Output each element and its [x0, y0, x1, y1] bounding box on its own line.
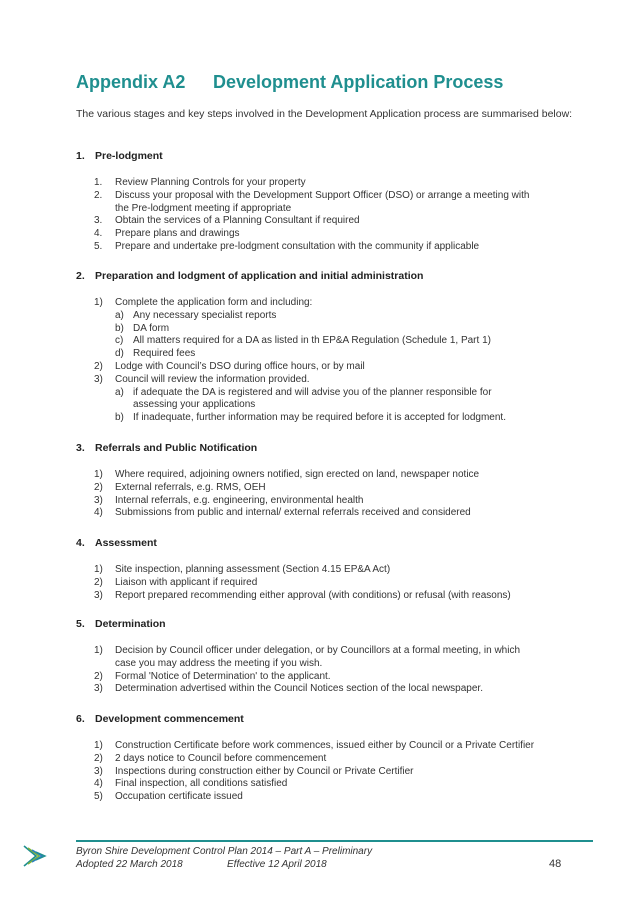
- step-marker: 2): [94, 670, 103, 682]
- section-steps: [0, 564, 600, 602]
- step-text: Obtain the services of a Planning Consultant if required: [115, 215, 360, 227]
- step-text: Complete the application form and including:: [115, 297, 313, 308]
- step-item: [0, 399, 600, 412]
- step-marker: 2): [94, 360, 103, 372]
- step-item: [0, 323, 600, 336]
- step-text: DA form: [133, 322, 170, 334]
- step-item: [0, 412, 600, 425]
- section-heading: [76, 442, 257, 454]
- page-heading: [76, 72, 504, 93]
- step-item: [0, 683, 600, 696]
- intro-paragraph: The various stages and key steps involved in the Development Application process are summarised below:: [76, 108, 573, 120]
- step-marker: 3): [94, 373, 103, 385]
- step-marker: 1): [94, 564, 103, 575]
- step-item: [0, 766, 600, 779]
- section-title: Referrals and Public Notification: [95, 442, 258, 454]
- step-text: if adequate the DA is registered and will advise you of the planner responsible for: [133, 386, 492, 398]
- step-item: [0, 348, 600, 361]
- section-title: Preparation and lodgment of application and initial administration: [95, 270, 424, 282]
- step-item: [0, 645, 600, 658]
- step-text: 2 days notice to Council before commencement: [115, 752, 327, 764]
- step-text: case you may address the meeting if you wish.: [115, 657, 323, 669]
- step-item: [0, 374, 600, 387]
- step-text: Review Planning Controls for your property: [115, 177, 306, 188]
- step-text: Inspections during construction either by Council or Private Certifier: [115, 765, 414, 777]
- step-text: Where required, adjoining owners notified, sign erected on land, newspaper notice: [115, 469, 480, 480]
- step-text: Prepare and undertake pre-lodgment consultation with the community if applicable: [115, 240, 480, 252]
- step-text: All matters required for a DA as listed in th EP&A Regulation (Schedule 1, Part 1): [133, 335, 491, 347]
- step-marker: 5): [94, 791, 103, 803]
- step-marker: b): [115, 412, 124, 424]
- step-text: External referrals, e.g. RMS, OEH: [115, 481, 266, 493]
- step-marker: a): [115, 386, 124, 398]
- section-heading: [76, 270, 423, 282]
- appendix-title: Development Application Process: [213, 72, 504, 92]
- step-text: Required fees: [133, 348, 196, 360]
- step-marker: 3): [94, 494, 103, 506]
- step-text: Occupation certificate issued: [115, 791, 243, 803]
- step-item: [0, 495, 600, 508]
- step-item: [0, 335, 600, 348]
- section-steps: [0, 177, 600, 254]
- step-text: Liaison with applicant if required: [115, 576, 258, 588]
- step-text: Determination advertised within the Council Notices section of the local newspaper.: [115, 683, 483, 695]
- step-marker: 4.: [94, 228, 103, 240]
- section-number: 6.: [76, 713, 85, 725]
- step-marker: 1): [94, 469, 103, 480]
- step-item: [0, 387, 600, 400]
- step-text: Submissions from public and internal/ external referrals received and considered: [115, 507, 471, 519]
- section-title: Assessment: [95, 537, 157, 549]
- step-item: [0, 297, 600, 310]
- step-text: assessing your applications: [133, 399, 256, 411]
- footer-divider: [76, 840, 593, 842]
- footer-effective: Effective 12 April 2018: [227, 859, 327, 870]
- section-steps: [0, 740, 600, 804]
- section-number: 5.: [76, 618, 85, 630]
- step-marker: 1): [94, 297, 103, 308]
- step-item: [0, 310, 600, 323]
- step-marker: 2): [94, 481, 103, 493]
- step-item: [0, 482, 600, 495]
- step-marker: c): [115, 335, 124, 347]
- step-text: If inadequate, further information may be required before it is accepted for lodgment.: [133, 412, 506, 424]
- step-item: [0, 507, 600, 520]
- step-marker: 3): [94, 683, 103, 695]
- footer-document-title: Byron Shire Development Control Plan 2014 – Part A – Preliminary: [76, 846, 373, 857]
- step-item: [0, 177, 600, 190]
- step-item: [0, 469, 600, 482]
- step-item: [0, 190, 600, 203]
- footer-text: [76, 845, 372, 871]
- step-text: Decision by Council officer under delegation, or by Councillors at a formal meeting, in which: [115, 645, 521, 656]
- step-marker: 2): [94, 576, 103, 588]
- section-number: 4.: [76, 537, 85, 549]
- step-marker: 1): [94, 645, 103, 656]
- section-heading: [76, 618, 166, 630]
- step-text: Discuss your proposal with the Development Support Officer (DSO) or arrange a meeting with: [115, 189, 530, 201]
- step-item: [0, 778, 600, 791]
- section-heading: [76, 713, 244, 725]
- step-text: Prepare plans and drawings: [115, 228, 240, 240]
- section-number: 3.: [76, 442, 85, 454]
- step-marker: 3): [94, 589, 103, 601]
- appendix-code: Appendix A2: [76, 72, 186, 92]
- step-text: Formal 'Notice of Determination' to the applicant.: [115, 670, 331, 682]
- step-text: Any necessary specialist reports: [133, 309, 277, 321]
- section-title: Determination: [95, 618, 166, 630]
- step-marker: 3): [94, 765, 103, 777]
- step-marker: 1.: [94, 177, 103, 188]
- step-marker: b): [115, 322, 124, 334]
- step-text: Internal referrals, e.g. engineering, environmental health: [115, 494, 364, 506]
- step-item: [0, 671, 600, 684]
- step-item: [0, 241, 600, 254]
- step-item: [0, 215, 600, 228]
- step-item: [0, 564, 600, 577]
- byron-shire-logo-icon: [22, 843, 48, 869]
- step-marker: 1): [94, 740, 103, 751]
- step-item: [0, 791, 600, 804]
- step-marker: d): [115, 348, 124, 360]
- step-marker: 4): [94, 507, 103, 519]
- step-text: Site inspection, planning assessment (Section 4.15 EP&A Act): [115, 564, 391, 575]
- step-marker: 3.: [94, 215, 103, 227]
- step-text: Lodge with Council’s DSO during office hours, or by mail: [115, 360, 365, 372]
- step-marker: 5.: [94, 240, 103, 252]
- section-steps: [0, 645, 600, 696]
- step-item: [0, 753, 600, 766]
- step-item: [0, 361, 600, 374]
- section-heading: [76, 150, 163, 162]
- step-text: Final inspection, all conditions satisfied: [115, 778, 288, 790]
- section-number: 1.: [76, 150, 85, 162]
- step-item: [0, 577, 600, 590]
- footer-dates: [76, 858, 372, 871]
- step-marker: 2): [94, 752, 103, 764]
- step-item: [0, 590, 600, 603]
- section-heading: [76, 537, 157, 549]
- step-text: Council will review the information provided.: [115, 373, 310, 385]
- step-marker: 2.: [94, 189, 103, 201]
- page-number: 48: [549, 858, 562, 870]
- step-item: [0, 228, 600, 241]
- step-text: the Pre-lodgment meeting if appropriate: [115, 202, 292, 214]
- step-marker: 4): [94, 778, 103, 790]
- section-steps: [0, 297, 600, 425]
- step-text: Construction Certificate before work commences, issued either by Council or a Private Certifier: [115, 740, 535, 751]
- step-text: Report prepared recommending either approval (with conditions) or refusal (with reasons): [115, 589, 511, 601]
- step-item: [0, 658, 600, 671]
- section-number: 2.: [76, 270, 85, 282]
- step-item: [0, 740, 600, 753]
- section-title: Pre-lodgment: [95, 150, 163, 162]
- footer-adopted: Adopted 22 March 2018: [76, 859, 183, 870]
- section-title: Development commencement: [95, 713, 244, 725]
- section-steps: [0, 469, 600, 520]
- step-marker: a): [115, 309, 124, 321]
- step-item: [0, 203, 600, 216]
